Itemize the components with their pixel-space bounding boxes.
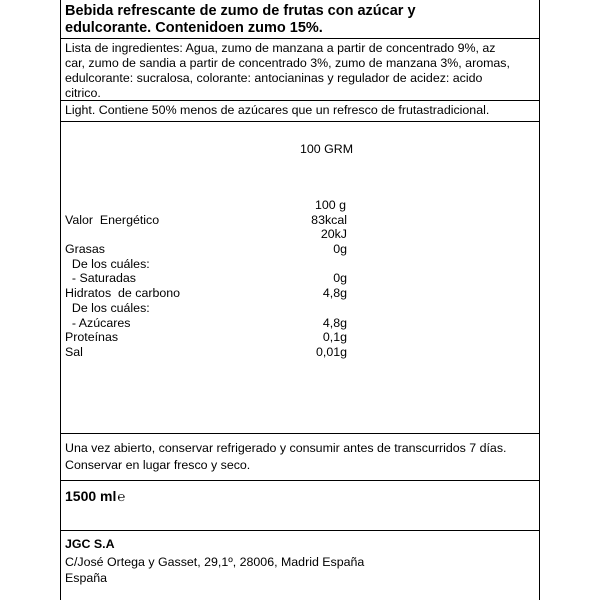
- storage-line-2: Conservar en lugar fresco y seco.: [65, 458, 251, 472]
- ingredients-line-1: Lista de ingredientes: Agua, zumo de manzana a partir de concentrado 9%, az: [65, 41, 496, 55]
- nutrient-value: 0,1g: [322, 330, 347, 345]
- net-volume: [65, 488, 535, 505]
- volume-amount: 1500 ml: [65, 488, 117, 504]
- ingredients-line-3: edulcorante: sucralosa, colorante: antocianinas y regulador de acidez: acido: [65, 71, 483, 85]
- nutrient-value: 4,8g: [322, 286, 347, 301]
- nutrient-label: - Saturadas: [65, 271, 136, 286]
- ingredients-line-2: car, zumo de sandia a partir de concentrado 3%, zumo de manzana 3%, aromas,: [65, 56, 510, 70]
- product-title-line-1: Bebida refrescante de zumo de frutas con azúcar y: [65, 3, 416, 19]
- energy-kcal-value: 83kcal: [311, 212, 347, 227]
- product-title: [65, 3, 535, 37]
- nutrition-header-row: [65, 198, 365, 213]
- ingredients-list: [65, 41, 535, 101]
- light-claim: Light. Contiene 50% menos de azúcares que un refresco de frutastradicional.: [65, 103, 490, 117]
- nutrient-label: Grasas: [65, 242, 105, 257]
- energy-kj-value: 20kJ: [320, 227, 347, 242]
- address-line-2: España: [65, 571, 108, 585]
- nutrient-value: 0,01g: [315, 344, 347, 359]
- nutrient-label: - Azúcares: [65, 315, 131, 330]
- nutrition-row: [65, 286, 365, 301]
- storage-instructions: [65, 440, 535, 474]
- nutrition-row: [65, 271, 365, 286]
- nutrition-row: [65, 316, 365, 331]
- serving-label: 100 GRM: [300, 142, 354, 156]
- nutrition-row: [65, 345, 365, 360]
- nutrition-row: [65, 257, 365, 272]
- company-address: [65, 554, 535, 586]
- nutrition-column-header: 100 g: [315, 198, 347, 212]
- nutrient-label: Proteínas: [65, 330, 119, 345]
- energy-row: [65, 213, 365, 228]
- nutrition-table: [65, 198, 365, 360]
- nutrient-label: De los cuáles:: [65, 256, 150, 271]
- ingredients-line-4: citrico.: [65, 86, 101, 100]
- divider-claim: [61, 121, 539, 122]
- nutrient-value: 0g: [333, 242, 347, 257]
- nutrition-row: [65, 301, 365, 316]
- energy-label: Valor Energético: [65, 212, 160, 227]
- nutrient-value: 0g: [333, 271, 347, 286]
- nutrient-label: Hidratos de carbono: [65, 286, 181, 301]
- divider-ingredients: [61, 100, 539, 101]
- nutrition-row: [65, 242, 365, 257]
- estimated-sign-icon: ℮: [117, 489, 126, 504]
- company-name: JGC S.A: [65, 537, 115, 551]
- nutrition-row: [65, 330, 365, 345]
- divider-storage: [61, 480, 539, 481]
- divider-top: [61, 38, 539, 39]
- storage-line-1: Una vez abierto, conservar refrigerado y consumir antes de transcurridos 7 días.: [65, 441, 507, 455]
- nutrient-value: 4,8g: [322, 315, 347, 330]
- nutrient-label: De los cuáles:: [65, 300, 150, 315]
- nutrient-label: Sal: [65, 344, 83, 359]
- divider-nutrition: [61, 433, 539, 434]
- product-title-line-2: edulcorante. Contenidoen zumo 15%.: [65, 20, 323, 36]
- energy-kj-row: [65, 227, 365, 242]
- divider-volume: [61, 530, 539, 531]
- address-line-1: C/José Ortega y Gasset, 29,1º, 28006, Madrid España: [65, 555, 365, 569]
